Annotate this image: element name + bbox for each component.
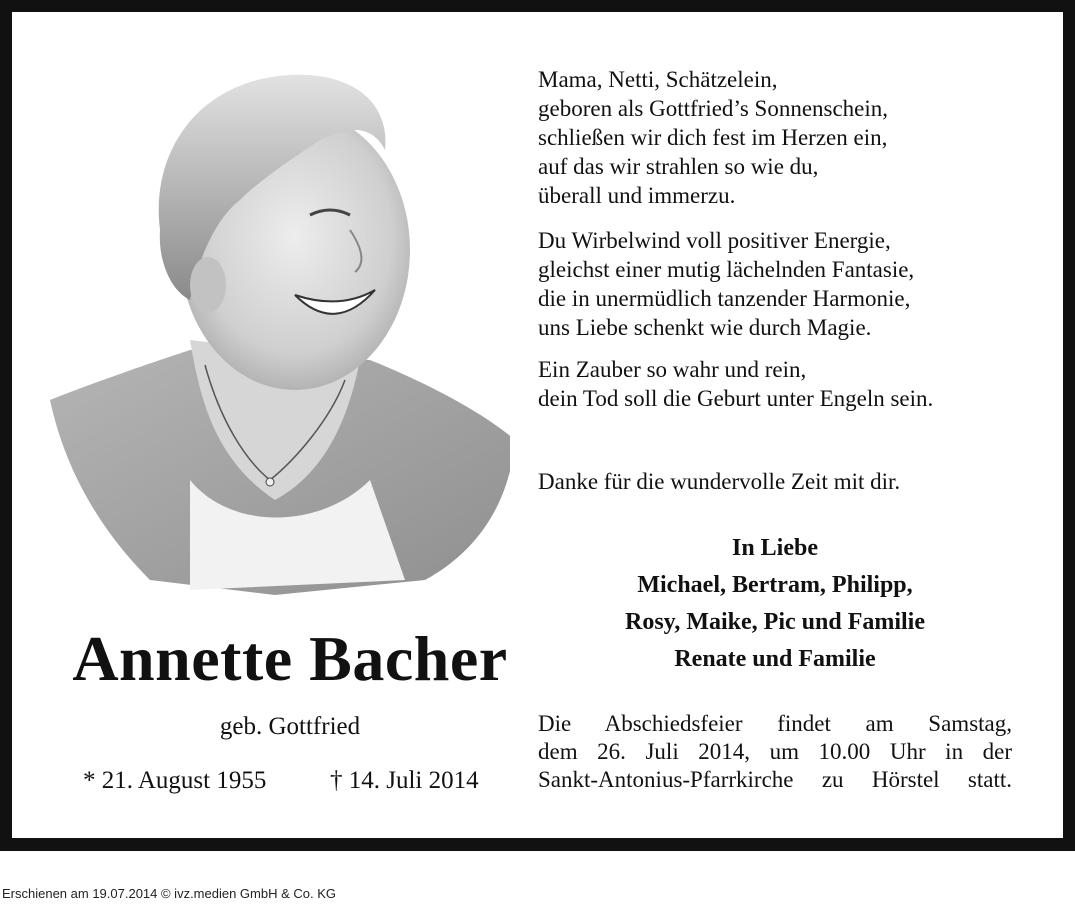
poem-line: Ein Zauber so wahr und rein, <box>538 357 807 382</box>
ceremony-line: Sankt-Antonius-Pfarrkirche zu Hörstel statt. <box>538 767 1012 792</box>
poem-line: schließen wir dich fest im Herzen ein, <box>538 125 888 150</box>
poem-stanza <box>538 355 933 413</box>
birth-name: geb. Gottfried <box>219 713 361 740</box>
signature-line: Rosy, Maike, Pic und Familie <box>625 609 925 635</box>
poem-line: die in unermüdlich tanzender Harmonie, <box>538 286 911 311</box>
ceremony-info <box>538 710 1012 794</box>
birth-date: * 21. August 1955 <box>83 767 267 794</box>
poem-line: dein Tod soll die Geburt unter Engeln sein. <box>538 386 934 411</box>
mourners-signature <box>538 530 1012 678</box>
poem-line: Du Wirbelwind voll positiver Energie, <box>538 228 891 253</box>
poem-line: überall und immerzu. <box>538 183 736 208</box>
signature-line: Renate und Familie <box>674 646 876 672</box>
portrait-photo <box>40 60 510 595</box>
poem-line: geboren als Gottfried’s Sonnenschein, <box>538 96 889 121</box>
death-date: † 14. Juli 2014 <box>330 767 479 794</box>
poem-line: uns Liebe schenkt wie durch Magie. <box>538 315 872 340</box>
poem-stanza <box>538 65 888 210</box>
signature-line: In Liebe <box>731 535 818 561</box>
publication-footer: Erschienen am 19.07.2014 © ivz.medien GmbH & Co. KG <box>2 886 337 901</box>
deceased-name: Annette Bacher <box>72 623 508 694</box>
poem-line: Mama, Netti, Schätzelein, <box>538 67 778 92</box>
signature-line: Michael, Bertram, Philipp, <box>637 572 913 598</box>
ceremony-line: dem 26. Juli 2014, um 10.00 Uhr in der <box>538 739 1012 764</box>
thanks-line: Danke für die wundervolle Zeit mit dir. <box>538 469 901 494</box>
poem-stanza <box>538 226 914 342</box>
poem-line: gleichst einer mutig lächelnden Fantasie, <box>538 257 915 282</box>
ceremony-line: Die Abschiedsfeier findet am Samstag, <box>538 711 1012 736</box>
poem-line: auf das wir strahlen so wie du, <box>538 154 819 179</box>
